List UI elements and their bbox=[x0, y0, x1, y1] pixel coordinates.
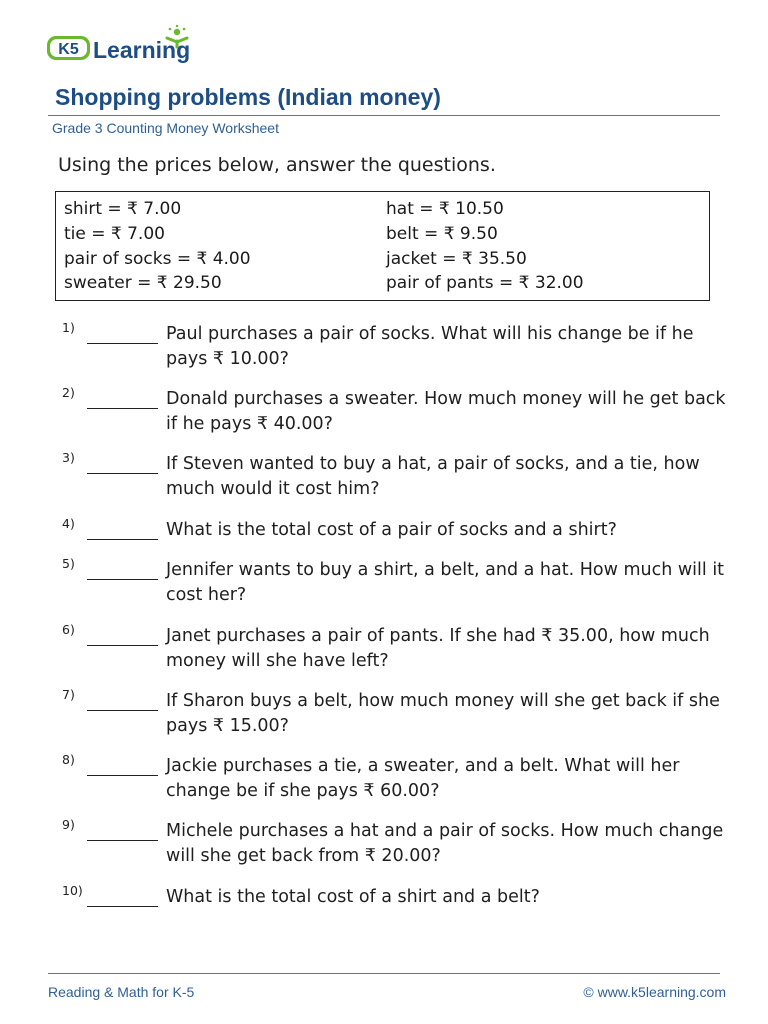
question-10 bbox=[0, 883, 768, 943]
answer-blank[interactable] bbox=[87, 539, 158, 540]
question-number: 5) bbox=[62, 556, 75, 571]
question-text: Janet purchases a pair of pants. If she had ₹ 35.00, how much money will she have left? bbox=[166, 626, 710, 671]
question-number: 6) bbox=[62, 622, 75, 637]
price-item-hat: hat = ₹ 10.50 bbox=[386, 199, 504, 219]
question-5 bbox=[0, 556, 768, 616]
footer-tagline: Reading & Math for K-5 bbox=[48, 984, 195, 1000]
question-2 bbox=[0, 385, 768, 445]
question-number: 2) bbox=[62, 385, 75, 400]
question-number: 8) bbox=[62, 752, 75, 767]
question-number: 10) bbox=[62, 883, 83, 898]
price-item-pants: pair of pants = ₹ 32.00 bbox=[386, 273, 584, 294]
question-3 bbox=[0, 450, 768, 510]
question-number: 3) bbox=[62, 450, 75, 465]
price-item-tie: tie = ₹ 7.00 bbox=[64, 223, 165, 244]
question-6 bbox=[0, 622, 768, 682]
answer-blank[interactable] bbox=[87, 579, 158, 580]
price-item-sweater: sweater = ₹ 29.50 bbox=[64, 273, 222, 294]
answer-blank[interactable] bbox=[87, 473, 158, 474]
question-text: Jennifer wants to buy a shirt, a belt, and a hat. How much will it cost her? bbox=[166, 560, 725, 605]
question-text: What is the total cost of a pair of socks and a shirt? bbox=[166, 520, 617, 540]
price-column-left bbox=[64, 197, 251, 296]
worksheet-title: Shopping problems (Indian money) bbox=[55, 84, 441, 110]
footer-website-link[interactable]: © www.k5learning.com bbox=[583, 984, 726, 1000]
answer-blank[interactable] bbox=[87, 645, 158, 646]
question-1 bbox=[0, 320, 768, 380]
question-text: Paul purchases a pair of socks. What will his change be if he pays ₹ 10.00? bbox=[166, 324, 694, 369]
worksheet-subtitle: Grade 3 Counting Money Worksheet bbox=[52, 120, 279, 136]
question-text: Donald purchases a sweater. How much money will he get back if he pays ₹ 40.00? bbox=[166, 389, 726, 434]
logo-wordmark: Learning bbox=[93, 37, 191, 63]
answer-blank[interactable] bbox=[87, 840, 158, 841]
price-column-right bbox=[386, 197, 584, 296]
question-9 bbox=[0, 817, 768, 877]
answer-blank[interactable] bbox=[87, 408, 158, 409]
question-7 bbox=[0, 687, 768, 747]
question-number: 4) bbox=[62, 516, 75, 531]
price-item-belt: belt = ₹ 9.50 bbox=[386, 223, 498, 244]
logo-badge-text: K5 bbox=[58, 41, 79, 58]
answer-blank[interactable] bbox=[87, 710, 158, 711]
question-number: 9) bbox=[62, 817, 75, 832]
question-text: Jackie purchases a tie, a sweater, and a belt. What will her change be if she pays ₹ 60.00? bbox=[166, 756, 680, 801]
question-text: If Steven wanted to buy a hat, a pair of socks, and a tie, how much would it cost him? bbox=[166, 454, 700, 499]
answer-blank[interactable] bbox=[87, 906, 158, 907]
header-divider bbox=[48, 115, 720, 116]
price-list-box bbox=[55, 191, 710, 301]
answer-blank[interactable] bbox=[87, 775, 158, 776]
price-item-shirt: shirt = ₹ 7.00 bbox=[64, 199, 182, 219]
question-text: If Sharon buys a belt, how much money will she get back if she pays ₹ 15.00? bbox=[166, 691, 720, 736]
question-8 bbox=[0, 752, 768, 812]
footer-divider bbox=[48, 973, 720, 974]
question-text: Michele purchases a hat and a pair of socks. How much change will she get back from ₹ 20.00? bbox=[166, 821, 724, 866]
price-item-socks: pair of socks = ₹ 4.00 bbox=[64, 248, 251, 269]
question-number: 1) bbox=[62, 320, 75, 335]
question-text: What is the total cost of a shirt and a belt? bbox=[166, 887, 540, 907]
question-number: 7) bbox=[62, 687, 75, 702]
k5-learning-logo bbox=[46, 24, 202, 68]
instructions: Using the prices below, answer the questions. bbox=[58, 154, 496, 176]
price-item-jacket: jacket = ₹ 35.50 bbox=[386, 248, 527, 269]
answer-blank[interactable] bbox=[87, 343, 158, 344]
